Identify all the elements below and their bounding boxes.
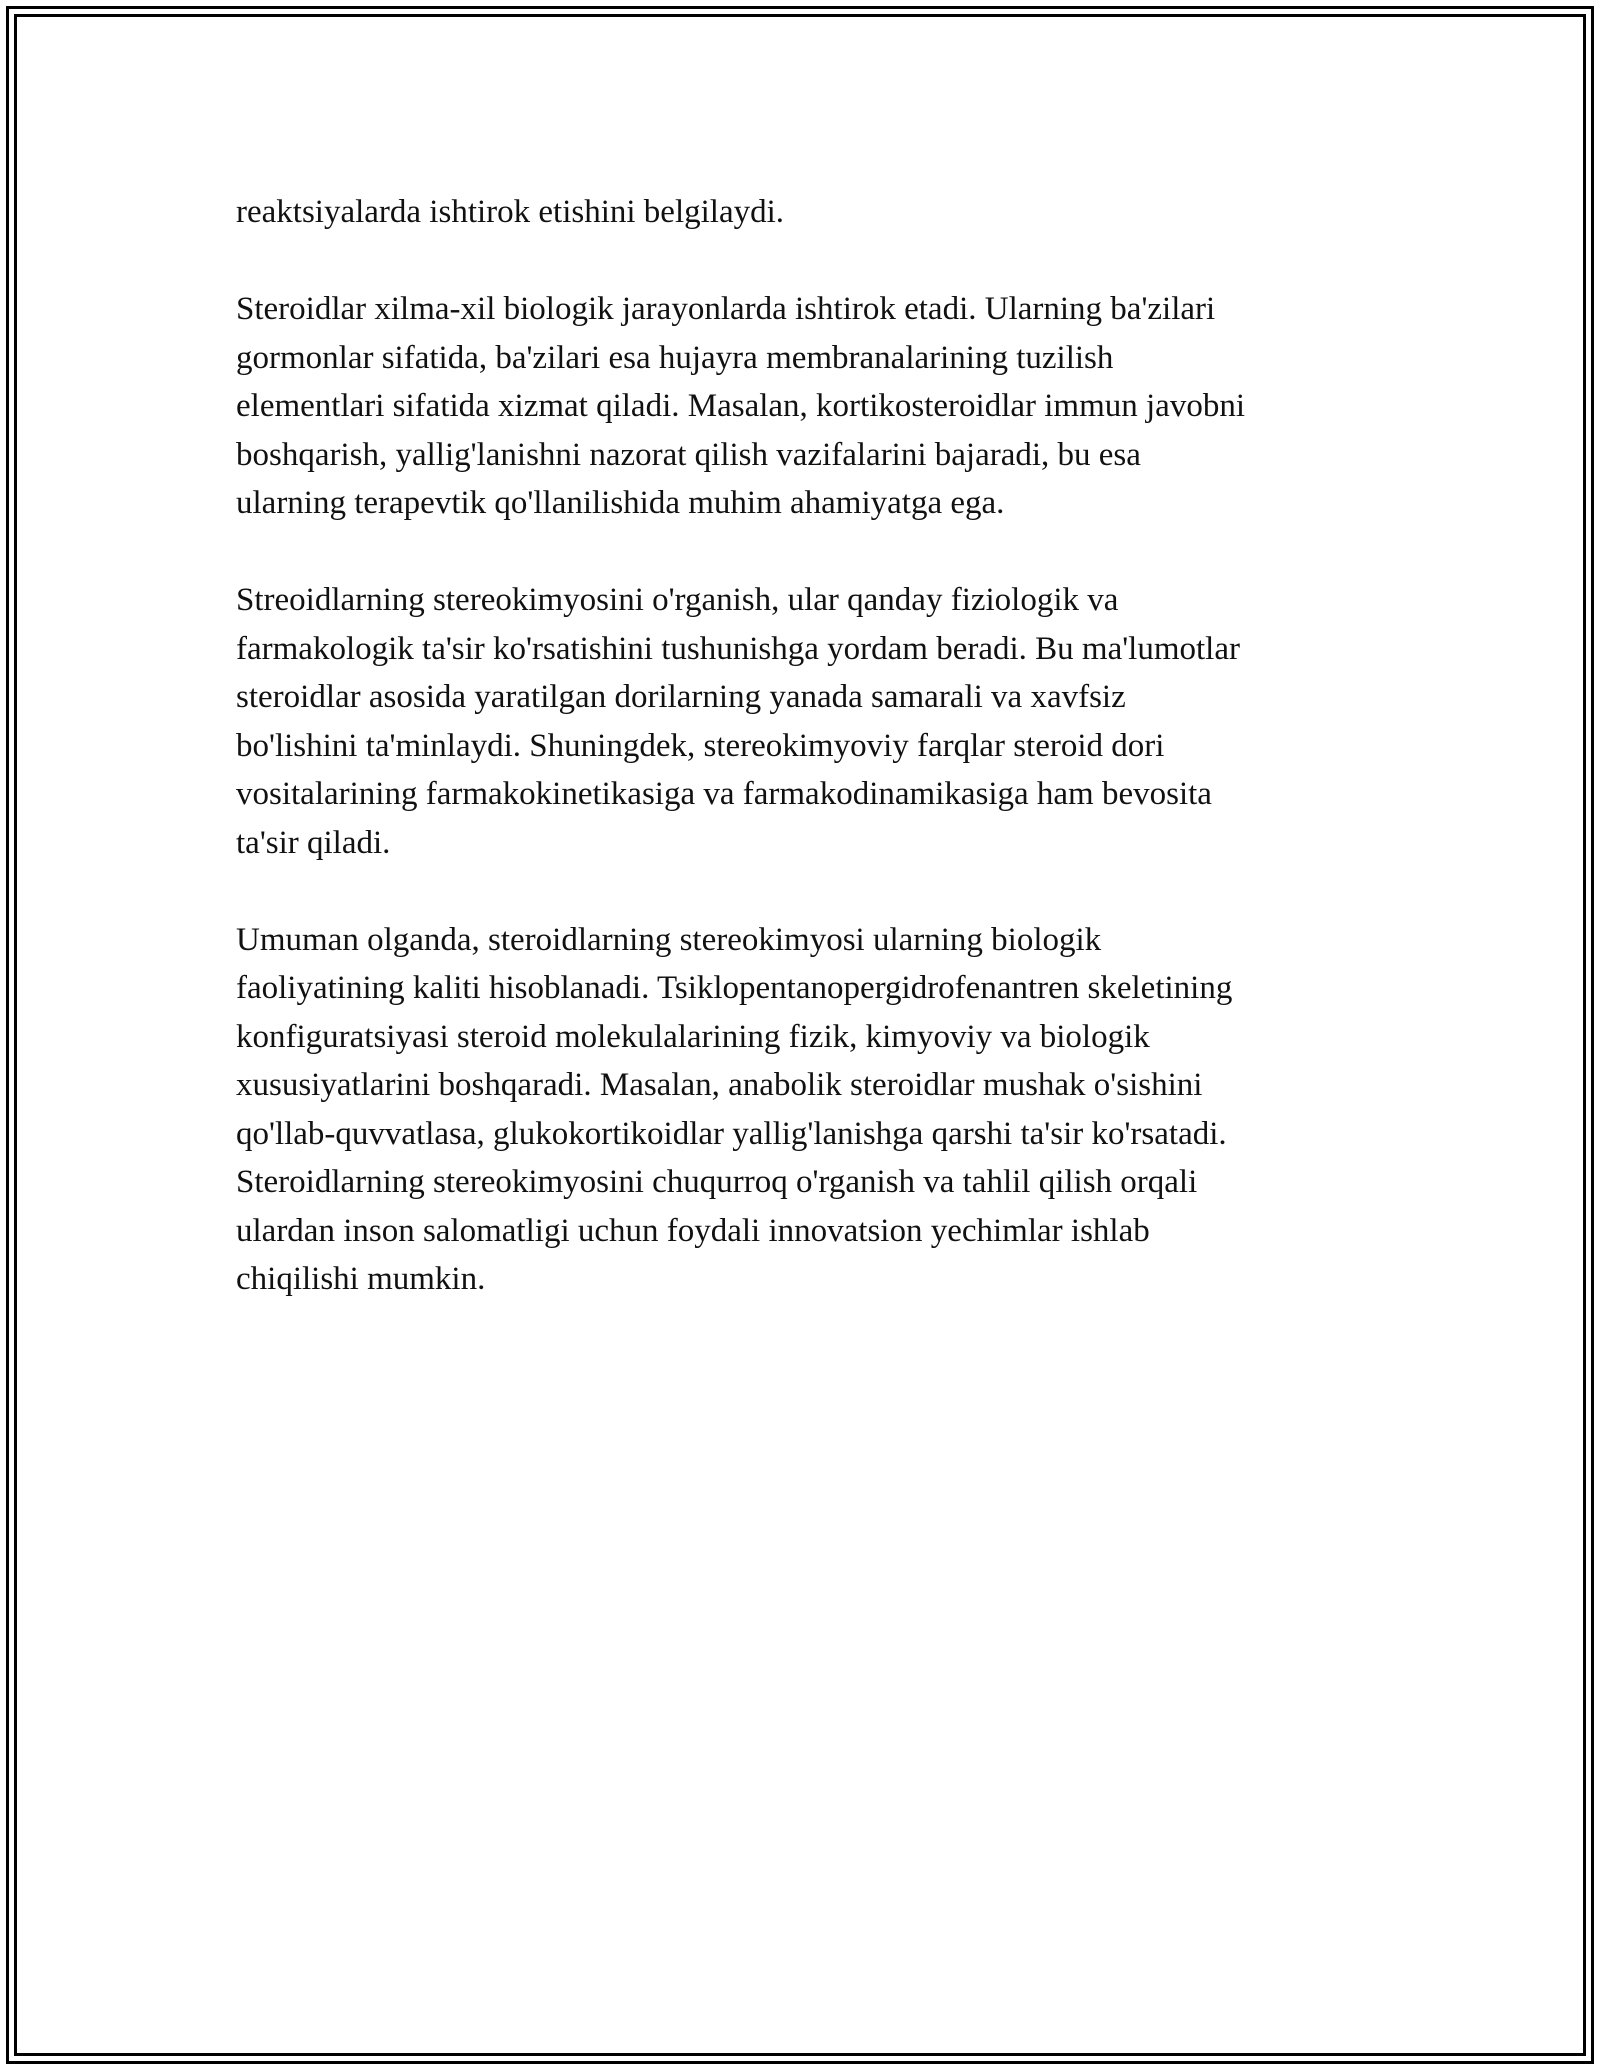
paragraph-continuation: reaktsiyalarda ishtirok etishini belgilaydi. bbox=[236, 194, 785, 230]
document-body bbox=[236, 188, 1366, 1352]
paragraph-steroid-functions: Steroidlar xilma-xil biologik jarayonlarda ishtirok etadi. Ularning ba'zilari gormonlar sifatida, ba'zilari esa hujayra membranalarining tuzilish elementlari sifatida xizmat qiladi. Masalan, kortikosteroidlar immun javobni boshqarish, yallig'lanishni nazorat qilish vazifalarini bajaradi, bu esa ularning terapevtik qo'llanilishida muhim ahamiyatga ega. bbox=[236, 291, 1245, 521]
paragraph-conclusion: Umuman olganda, steroidlarning stereokimyosi ularning biologik faoliyatining kaliti hisoblanadi. Tsiklopentanopergidrofenantren skeletining konfiguratsiyasi steroid molekulalarining fizik, kimyoviy va biologik xususiyatlarini boshqaradi. Masalan, anabolik steroidlar mushak o'sishini qo'llab-quvvatlasa, glukokortikoidlar yallig'lanishga qarshi ta'sir ko'rsatadi. Steroidlarning stereokimyosini chuqurroq o'rganish va tahlil qilish orqali ulardan inson salomatligi uchun foydali innovatsion yechimlar ishlab chiqilishi mumkin. bbox=[236, 921, 1233, 1297]
paragraph-stereochemistry-study: Streoidlarning stereokimyosini o'rganish, ular qanday fiziologik va farmakologik ta'sir ko'rsatishini tushunishga yordam beradi. Bu ma'lumotlar steroidlar asosida yaratilgan dorilarning yanada samarali va xavfsiz bo'lishini ta'minlaydi. Shuningdek, stereokimyoviy farqlar steroid dori vositalarining farmakokinetikasiga va farmakodinamikasiga ham bevosita ta'sir qiladi. bbox=[236, 582, 1240, 861]
